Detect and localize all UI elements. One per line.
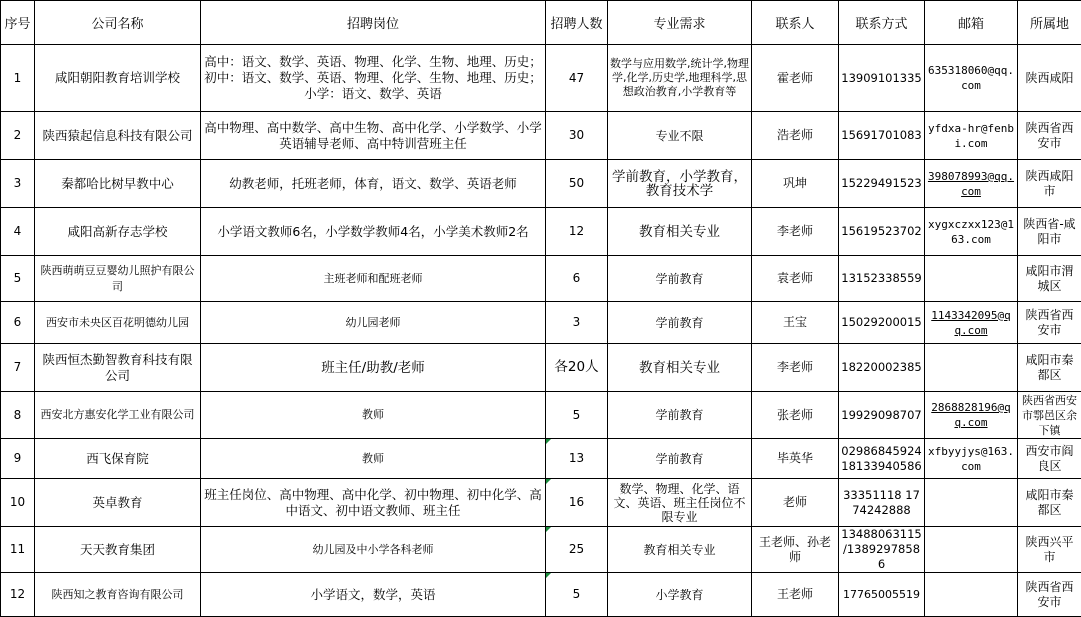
cell-email[interactable] [925, 527, 1018, 573]
cell-post[interactable]: 幼儿园老师 [201, 302, 546, 344]
cell-contact[interactable]: 毕英华 [752, 439, 839, 479]
cell-idx[interactable]: 5 [1, 256, 35, 302]
cell-major[interactable]: 小学教育 [608, 573, 752, 617]
table-row [1, 302, 1081, 344]
cell-major[interactable]: 学前教育 [608, 256, 752, 302]
cell-location[interactable]: 咸阳市秦都区 [1018, 479, 1081, 527]
cell-major[interactable]: 学前教育，小学教育，教育技术学 [608, 160, 752, 208]
cell-email[interactable] [925, 344, 1018, 392]
cell-location[interactable]: 陕西省-咸阳市 [1018, 208, 1081, 256]
cell-phone[interactable]: 13909101335 [839, 45, 925, 112]
cell-contact[interactable]: 李老师 [752, 208, 839, 256]
cell-email[interactable]: 2868828196@qq.com [925, 392, 1018, 439]
cell-idx[interactable]: 7 [1, 344, 35, 392]
cell-major[interactable]: 数学与应用数学,统计学,物理学,化学,历史学,地理科学,思想政治教育,小学教育等 [608, 45, 752, 112]
cell-email[interactable]: xfbyyjys@163.com [925, 439, 1018, 479]
cell-major[interactable]: 数学、物理、化学、语文、英语、班主任岗位不限专业 [608, 479, 752, 527]
table-row [1, 392, 1081, 439]
table-row [1, 527, 1081, 573]
cell-major[interactable]: 教育相关专业 [608, 344, 752, 392]
table-row [1, 45, 1081, 112]
cell-location[interactable]: 陕西省西安市 [1018, 112, 1081, 160]
cell-phone[interactable]: 02986845924 18133940586 [839, 439, 925, 479]
cell-phone[interactable]: 13488063115 /13892978586 [839, 527, 925, 573]
table-row [1, 573, 1081, 617]
cell-phone[interactable]: 15691701083 [839, 112, 925, 160]
table-row [1, 112, 1081, 160]
cell-company[interactable]: 陕西恒杰勤智教育科技有限公司 [35, 344, 201, 392]
cell-phone[interactable]: 15619523702 [839, 208, 925, 256]
cell-count[interactable]: 30 [546, 112, 608, 160]
header-email[interactable]: 邮箱 [925, 1, 1018, 45]
table-row [1, 208, 1081, 256]
cell-idx[interactable]: 2 [1, 112, 35, 160]
cell-contact[interactable]: 王老师、孙老师 [752, 527, 839, 573]
cell-contact[interactable]: 王老师 [752, 573, 839, 617]
cell-company[interactable]: 咸阳朝阳教育培训学校 [35, 45, 201, 112]
cell-email[interactable]: 635318060@qq.com [925, 45, 1018, 112]
cell-count[interactable]: 12 [546, 208, 608, 256]
cell-phone[interactable]: 17765005519 [839, 573, 925, 617]
cell-contact[interactable]: 张老师 [752, 392, 839, 439]
cell-phone[interactable]: 18220002385 [839, 344, 925, 392]
cell-company[interactable]: 咸阳高新存志学校 [35, 208, 201, 256]
cell-phone[interactable]: 13152338559 [839, 256, 925, 302]
cell-phone[interactable]: 33351118 17742428​88 [839, 479, 925, 527]
cell-company[interactable]: 陕西萌萌豆豆婴幼儿照护有限公司 [35, 256, 201, 302]
cell-major[interactable]: 教育相关专业 [608, 208, 752, 256]
cell-idx[interactable]: 1 [1, 45, 35, 112]
header-major[interactable]: 专业需求 [608, 1, 752, 45]
cell-location[interactable]: 西安市阎良区 [1018, 439, 1081, 479]
cell-count[interactable]: 13 [546, 439, 608, 479]
cell-major[interactable]: 专业不限 [608, 112, 752, 160]
table-row [1, 344, 1081, 392]
header-contact[interactable]: 联系人 [752, 1, 839, 45]
cell-contact[interactable]: 浩老师 [752, 112, 839, 160]
cell-contact[interactable]: 霍老师 [752, 45, 839, 112]
table-row [1, 256, 1081, 302]
cell-email[interactable]: yfdxa-hr@fenbi.com [925, 112, 1018, 160]
cell-idx[interactable]: 11 [1, 527, 35, 573]
cell-contact[interactable]: 王宝 [752, 302, 839, 344]
cell-idx[interactable]: 6 [1, 302, 35, 344]
cell-post[interactable]: 班主任/助教/老师 [201, 344, 546, 392]
cell-location[interactable]: 陕西省西安市鄠邑区余下镇 [1018, 392, 1081, 439]
cell-location[interactable]: 陕西咸阳市 [1018, 160, 1081, 208]
cell-company[interactable]: 天天教育集团 [35, 527, 201, 573]
cell-location[interactable]: 陕西兴平市 [1018, 527, 1081, 573]
header-idx[interactable]: 序号 [1, 1, 35, 45]
cell-major[interactable]: 教育相关专业 [608, 527, 752, 573]
cell-email[interactable] [925, 573, 1018, 617]
cell-idx[interactable]: 12 [1, 573, 35, 617]
cell-idx[interactable]: 10 [1, 479, 35, 527]
cell-count[interactable]: 6 [546, 256, 608, 302]
cell-company[interactable]: 西飞保育院 [35, 439, 201, 479]
cell-email[interactable]: xygxczxx123@163.com [925, 208, 1018, 256]
cell-company[interactable]: 英卓教育 [35, 479, 201, 527]
header-location[interactable]: 所属地 [1018, 1, 1081, 45]
cell-post[interactable]: 班主任岗位、高中物理、高中化学、初中物理、初中化学、高中语文、初中语文教师、班主任 [201, 479, 546, 527]
cell-count[interactable]: 5 [546, 392, 608, 439]
cell-count[interactable]: 47 [546, 45, 608, 112]
cell-post[interactable]: 幼儿园及中小学各科老师 [201, 527, 546, 573]
cell-major[interactable]: 学前教育 [608, 439, 752, 479]
cell-email[interactable] [925, 256, 1018, 302]
cell-location[interactable]: 咸阳市秦都区 [1018, 344, 1081, 392]
cell-contact[interactable]: 袁老师 [752, 256, 839, 302]
cell-location[interactable]: 陕西省西安市 [1018, 573, 1081, 617]
cell-count[interactable]: 3 [546, 302, 608, 344]
cell-post[interactable]: 小学语文教师6名，小学数学教师4名，小学美术教师2名 [201, 208, 546, 256]
cell-idx[interactable]: 9 [1, 439, 35, 479]
cell-phone[interactable]: 15029200015 [839, 302, 925, 344]
cell-post[interactable]: 高中物理、高中数学、高中生物、高中化学、小学数学、小学英语辅导老师、高中特训营班主任 [201, 112, 546, 160]
cell-location[interactable]: 陕西咸阳 [1018, 45, 1081, 112]
cell-post[interactable]: 小学语文，数学，英语 [201, 573, 546, 617]
cell-count[interactable]: 25 [546, 527, 608, 573]
cell-count[interactable]: 50 [546, 160, 608, 208]
cell-count[interactable]: 16 [546, 479, 608, 527]
cell-email[interactable] [925, 479, 1018, 527]
cell-idx[interactable]: 3 [1, 160, 35, 208]
cell-post[interactable]: 高中：语文、数学、英语、物理、化学、生物、地理、历史；初中：语文、数学、英语、物理、化学、生物、地理、历史；小学：语文、数学、英语 [201, 45, 546, 112]
cell-email[interactable]: 398078993@qq.com [925, 160, 1018, 208]
cell-major[interactable]: 学前教育 [608, 392, 752, 439]
header-count[interactable]: 招聘人数 [546, 1, 608, 45]
header-company[interactable]: 公司名称 [35, 1, 201, 45]
cell-company[interactable]: 西安市未央区百花明德幼儿园 [35, 302, 201, 344]
cell-idx[interactable]: 8 [1, 392, 35, 439]
cell-phone[interactable]: 19929098707 [839, 392, 925, 439]
cell-post[interactable]: 主班老师和配班老师 [201, 256, 546, 302]
header-post[interactable]: 招聘岗位 [201, 1, 546, 45]
cell-contact[interactable]: 巩坤 [752, 160, 839, 208]
header-phone[interactable]: 联系方式 [839, 1, 925, 45]
cell-post[interactable]: 幼教老师，托班老师，体育，语文、数学、英语老师 [201, 160, 546, 208]
table-row [1, 439, 1081, 479]
cell-company[interactable]: 秦都哈比树早教中心 [35, 160, 201, 208]
cell-count[interactable]: 各20人 [546, 344, 608, 392]
cell-location[interactable]: 陕西省西安市 [1018, 302, 1081, 344]
cell-count[interactable]: 5 [546, 573, 608, 617]
cell-major[interactable]: 学前教育 [608, 302, 752, 344]
cell-location[interactable]: 咸阳市渭城区 [1018, 256, 1081, 302]
table-row [1, 479, 1081, 527]
cell-contact[interactable]: 老师 [752, 479, 839, 527]
cell-contact[interactable]: 李老师 [752, 344, 839, 392]
cell-post[interactable]: 教师 [201, 439, 546, 479]
cell-idx[interactable]: 4 [1, 208, 35, 256]
cell-post[interactable]: 教师 [201, 392, 546, 439]
cell-company[interactable]: 西安北方惠安化学工业有限公司 [35, 392, 201, 439]
header-row [1, 1, 1081, 45]
table-row [1, 160, 1081, 208]
cell-company[interactable]: 陕西知之教育咨询有限公司 [35, 573, 201, 617]
cell-email[interactable]: 1143342095@qq.com [925, 302, 1018, 344]
cell-company[interactable]: 陕西猿起信息科技有限公司 [35, 112, 201, 160]
cell-phone[interactable]: 15229491523 [839, 160, 925, 208]
